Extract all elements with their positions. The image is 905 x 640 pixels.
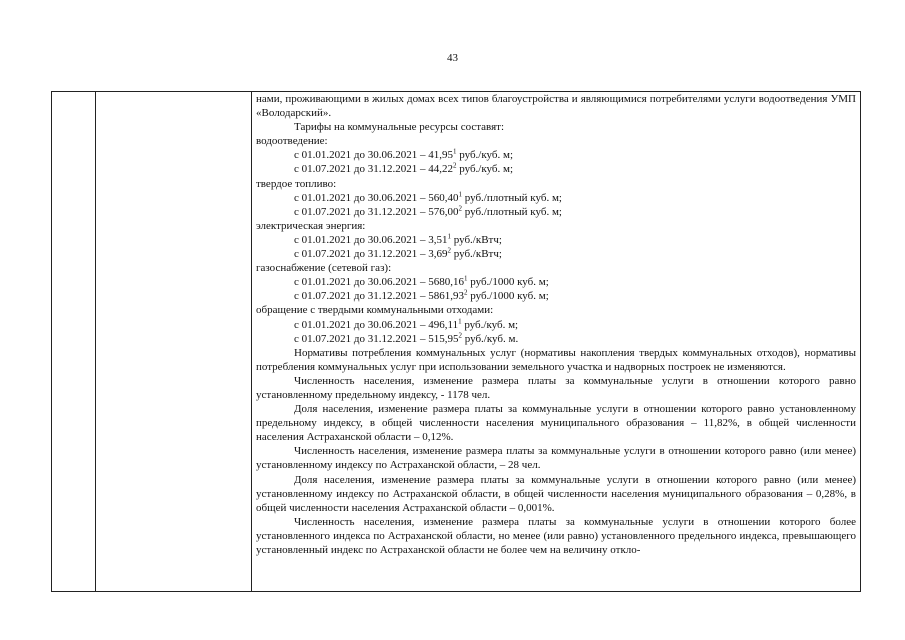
footnote-mark: 2 [458,330,462,339]
line-text: Доля населения, изменение размера платы за коммунальные услуги в отношении которого равно установленному предельному индексу, в общей численности населения муниципального образования – 11,82%, в общей численности населения Астраханской области – 0,12%. [256,403,856,444]
line-unit: руб./куб. м; [456,149,514,162]
text-line [256,346,856,374]
line-text: Нормативы потребления коммунальных услуг (нормативы накопления твердых коммунальных отходов), нормативы потребления коммунальных услуг при использовании земельного участка и надворных построек не изменяются. [256,346,856,373]
table-row [52,92,861,592]
content-table [51,91,861,592]
line-text: газоснабжение (сетевой газ): [256,262,392,275]
page-number: 43 [447,52,458,64]
text-line [256,332,856,346]
footnote-mark: 2 [458,204,462,213]
text-line [256,261,856,275]
footnote-mark: 1 [452,147,457,156]
line-text: с 01.07.2021 до 31.12.2021 – 3,69 [294,248,448,261]
line-text: с 01.07.2021 до 31.12.2021 – 44,22 [294,163,453,176]
line-text: Численность населения, изменение размера платы за коммунальные услуги в отношении которого равно (или менее) установленному индексу по Астраханской области, – 28 чел. [256,445,856,472]
column-3-cell [252,92,861,592]
text-line [256,289,856,303]
column-2-cell [96,92,252,592]
text-line [256,247,856,261]
footnote-mark: 1 [458,316,462,325]
text-line [256,473,856,515]
footnote-mark: 1 [463,274,468,283]
line-text: с 01.01.2021 до 30.06.2021 – 5680,16 [294,276,464,289]
document-text [252,92,860,557]
text-line [256,92,856,120]
text-line [256,233,856,247]
line-text: Тарифы на коммунальные ресурсы составят: [294,121,505,134]
line-text: с 01.01.2021 до 30.06.2021 – 41,95 [294,149,453,162]
line-text: Численность населения, изменение размера платы за коммунальные услуги в отношении которого равно установленному предельному индексу, - 1178 чел. [256,374,856,401]
line-text: нами, проживающими в жилых домах всех типов благоустройства и являющимися потребителями услуги водоотведения УМП «Володарский». [256,93,856,120]
line-text: с 01.01.2021 до 30.06.2021 – 3,51 [294,233,448,246]
footnote-mark: 2 [447,246,451,255]
line-text: Численность населения, изменение размера платы за коммунальные услуги в отношении которого более установленного индекса по Астраханской области, но менее (или равно) установленного предельного индекса, превышающего установленный индекс по Астраханской области не более чем на величину откло- [256,515,856,556]
line-text: с 01.01.2021 до 30.06.2021 – 560,40 [294,191,459,204]
line-unit: руб./1000 куб. м; [467,290,549,303]
line-text: с 01.07.2021 до 31.12.2021 – 576,00 [294,205,459,218]
text-line [256,177,856,191]
text-line [256,148,856,162]
text-line [256,374,856,402]
text-line [256,318,856,332]
text-line [256,515,856,557]
line-unit: руб./куб. м; [456,163,514,176]
text-line [256,303,856,317]
footnote-mark: 1 [447,232,451,241]
text-line [256,162,856,176]
text-line [256,275,856,289]
line-text: твердое топливо: [256,177,337,190]
line-unit: руб./куб. м. [461,332,519,345]
column-1-cell [52,92,96,592]
line-text: Доля населения, изменение размера платы за коммунальные услуги в отношении которого равно (или менее) установленному индексу по Астраханской области, в общей численности населения муниципального образования – 0,28%, в общей численности населения Астраханской области – 0,001%. [256,473,856,514]
footnote-mark: 2 [463,288,468,297]
line-text: с 01.07.2021 до 31.12.2021 – 5861,93 [294,290,464,303]
line-text: обращение с твердыми коммунальными отходами: [256,304,494,317]
footnote-mark: 1 [458,190,462,198]
line-text: с 01.07.2021 до 31.12.2021 – 515,95 [294,332,459,345]
line-unit: руб./кВтч; [450,248,502,261]
text-line [256,120,856,134]
line-unit: руб./плотный куб. м; [461,205,562,218]
line-unit: руб./куб. м; [461,318,519,331]
line-text: с 01.01.2021 до 30.06.2021 – 496,11 [294,318,459,331]
line-unit: руб./кВтч; [450,233,502,246]
line-text: электрическая энергия: [256,219,366,232]
text-line [256,134,856,148]
text-line [256,191,856,205]
text-line [256,444,856,472]
text-line [256,219,856,233]
text-line [256,205,856,219]
line-text: водоотведение: [256,135,328,148]
text-line [256,402,856,444]
line-unit: руб./1000 куб. м; [467,276,549,289]
footnote-mark: 2 [452,161,457,170]
line-unit: руб./плотный куб. м; [461,191,562,204]
